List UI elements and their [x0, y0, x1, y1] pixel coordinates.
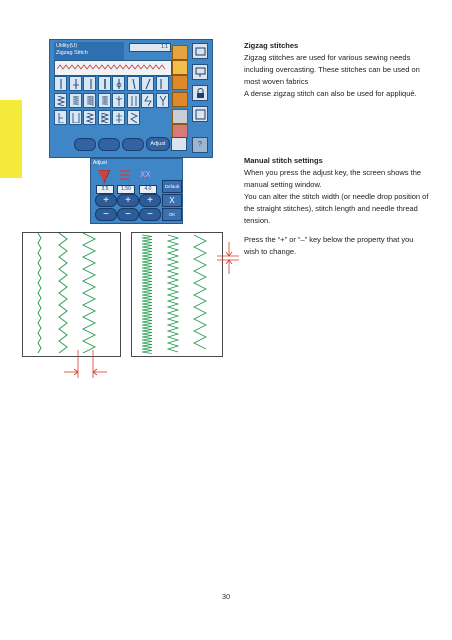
tension-icon	[140, 169, 152, 179]
tension-plus-button[interactable]: +	[139, 194, 161, 207]
width-value: 3.5	[96, 185, 114, 194]
heading-zigzag: Zigzag stitches	[244, 41, 299, 50]
width-plus-button[interactable]: +	[95, 194, 117, 207]
stitch-key-7[interactable]	[141, 76, 154, 91]
stitch-key-14[interactable]	[127, 93, 140, 108]
length-arrow-icon	[217, 240, 241, 280]
utility-stitch-screen	[49, 39, 213, 158]
tension-value: 4.0	[139, 185, 157, 194]
page-number: 30	[221, 592, 231, 601]
length-value: 1.50	[117, 185, 135, 194]
body-line: tension.	[244, 216, 271, 225]
stitch-key-4[interactable]	[98, 76, 111, 91]
category-key-5[interactable]	[172, 109, 188, 124]
stitch-key-17[interactable]	[54, 110, 67, 125]
lock-icon[interactable]	[192, 85, 208, 101]
stitch-preview	[54, 60, 172, 76]
stitch-key-2[interactable]	[69, 76, 82, 91]
width-icon	[98, 170, 110, 184]
stitch-length-sample	[131, 232, 223, 357]
screen-mode-label: Utility(U)	[56, 43, 78, 49]
body-line: most woven fabrics	[244, 77, 309, 86]
width-arrow-icon	[60, 350, 110, 380]
monitor-icon[interactable]	[192, 64, 208, 80]
default-button[interactable]: Default	[162, 180, 182, 193]
grid-icon[interactable]	[171, 137, 187, 151]
body-line: You can alter the stitch width (or needle drop position of	[244, 192, 429, 201]
stitch-width-sample	[22, 232, 121, 357]
stitch-key-20[interactable]	[98, 110, 111, 125]
close-button[interactable]: X	[162, 194, 182, 207]
length-plus-button[interactable]: +	[117, 194, 139, 207]
stitch-key-9[interactable]	[54, 93, 67, 108]
heading-manual: Manual stitch settings	[244, 156, 323, 165]
body-line: Zigzag stitches are used for various sewing needs	[244, 53, 411, 62]
body-line: manual setting window.	[244, 180, 322, 189]
category-key-3[interactable]	[172, 75, 188, 90]
stitch-key-13[interactable]	[112, 93, 125, 108]
length-minus-button[interactable]: −	[117, 208, 139, 221]
stitch-key-5[interactable]	[112, 76, 125, 91]
embroidery-mode-icon[interactable]	[192, 43, 208, 59]
stitch-key-19[interactable]	[83, 110, 96, 125]
width-minus-button[interactable]: −	[95, 208, 117, 221]
body-line: A dense zigzag stitch can also be used for appliqué.	[244, 89, 417, 98]
section-manual	[244, 155, 428, 227]
stitch-key-1[interactable]	[54, 76, 67, 91]
stitch-key-8[interactable]	[156, 76, 169, 91]
stitch-key-21[interactable]	[112, 110, 125, 125]
stitch-key-6[interactable]	[127, 76, 140, 91]
zigzag-column-2	[168, 235, 178, 352]
stitch-key-11[interactable]	[83, 93, 96, 108]
body-line: wish to change.	[244, 247, 297, 256]
bottom-toolbar	[54, 135, 192, 152]
adjust-screen	[90, 158, 183, 224]
screen-title	[54, 42, 124, 60]
svg-text:XX: XX	[140, 170, 151, 179]
stitch-key-22[interactable]	[127, 110, 140, 125]
stitch-key-10[interactable]	[69, 93, 82, 108]
stitch-key-15[interactable]	[141, 93, 154, 108]
thread-button[interactable]	[122, 138, 144, 151]
body-line: the straight stitches), stitch length and needle thread	[244, 204, 418, 213]
category-key-2[interactable]	[172, 60, 188, 75]
section-zigzag	[244, 40, 420, 100]
category-key-1[interactable]	[172, 45, 188, 60]
indicator-value: 1:1	[161, 44, 168, 50]
stitch-key-12[interactable]	[98, 93, 111, 108]
body-line: Press the “+” or “–” key below the property that you	[244, 235, 414, 244]
stitch-pattern-grid	[54, 76, 170, 125]
indicator-bar	[129, 43, 171, 52]
needle-position-button[interactable]	[74, 138, 96, 151]
zigzag-column-3	[194, 235, 206, 349]
body-line: When you press the adjust key, the screen shows the	[244, 168, 422, 177]
chapter-tab	[0, 100, 22, 178]
adjust-title: Adjust	[93, 160, 107, 166]
help-button[interactable]: ?	[192, 137, 208, 153]
category-key-4[interactable]	[172, 92, 188, 107]
length-icon	[120, 169, 130, 184]
memory-icon[interactable]	[192, 106, 208, 122]
stitch-key-18[interactable]	[69, 110, 82, 125]
ok-button[interactable]: OK	[162, 208, 182, 221]
section-press	[244, 234, 413, 258]
stitch-name-label: Zigzag Stitch	[56, 50, 88, 56]
stitch-key-16[interactable]	[156, 93, 169, 108]
stitch-key-3[interactable]	[83, 76, 96, 91]
tension-minus-button[interactable]: −	[139, 208, 161, 221]
presser-foot-button[interactable]	[98, 138, 120, 151]
adjust-button[interactable]: Adjust	[146, 137, 170, 151]
zigzag-column-1	[142, 235, 152, 354]
body-line: including overcasting. These stitches can be used on	[244, 65, 420, 74]
